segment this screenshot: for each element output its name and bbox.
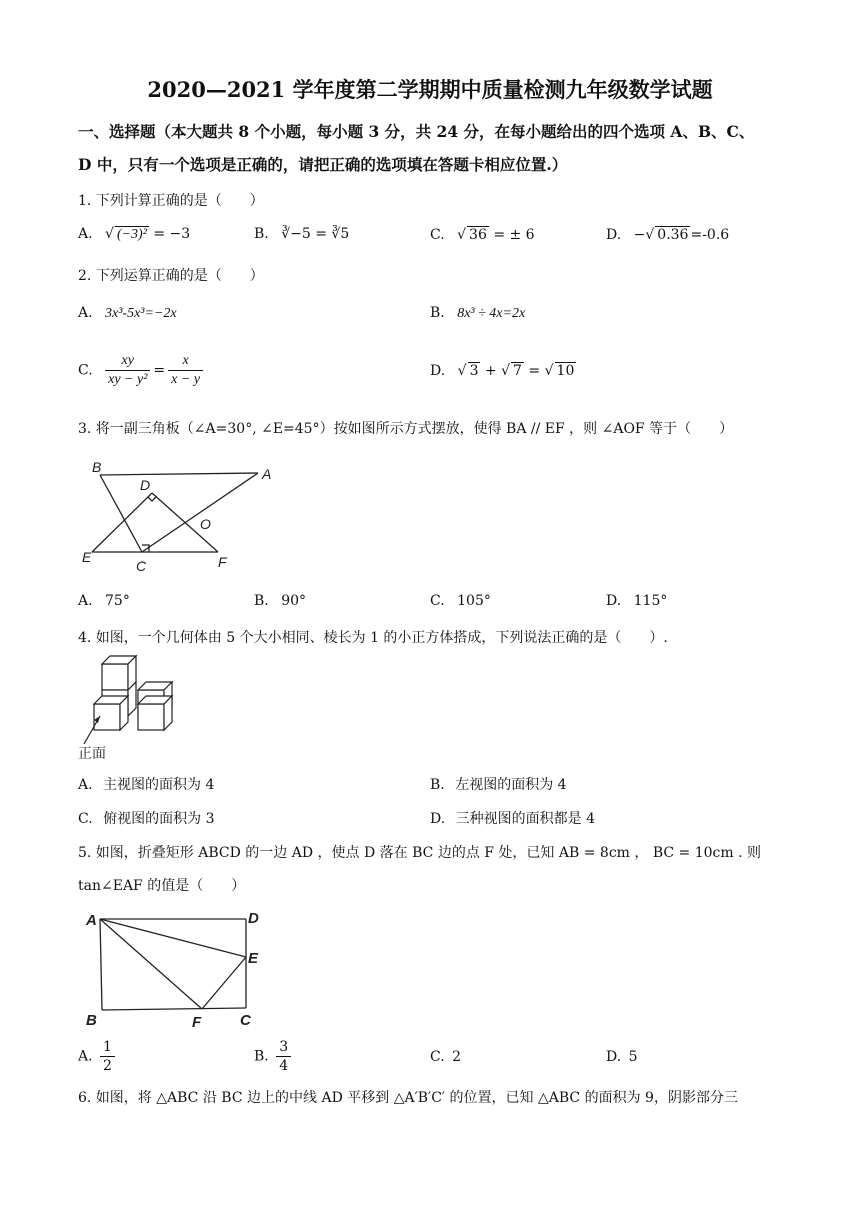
question-3-option-b: [254, 593, 306, 609]
fraction-right: [168, 352, 203, 389]
plus-sign: +: [480, 363, 502, 379]
label-a: A: [262, 466, 272, 482]
question-4-stem: 4. 如图，一个几何体由 5 个大小相同、棱长为 1 的小正方体搭成，下列说法正确的是（ ）.: [78, 630, 668, 646]
option-text: 5: [628, 1049, 638, 1065]
question-3-option-a: [78, 593, 130, 609]
question-3-option-c: [430, 593, 491, 609]
option-label: B.: [430, 305, 445, 321]
page-title: 2020—2021 学年度第二学期期中质量检测九年级数学试题: [147, 77, 713, 102]
question-5-option-d: [606, 1049, 638, 1065]
question-2-option-c: [78, 352, 206, 389]
option-label: B.: [430, 777, 445, 793]
option-label: D.: [430, 811, 446, 827]
cube-face: [138, 704, 164, 730]
numerator: 3: [276, 1038, 291, 1057]
label-a: A: [86, 912, 97, 929]
option-text: 主视图的面积为 4: [103, 777, 215, 793]
question-4-option-a: [78, 774, 214, 794]
equals-sign: =: [523, 363, 545, 379]
segment-bc: [102, 1008, 246, 1010]
question-3-option-d: [606, 593, 667, 609]
option-rest: = −3: [148, 226, 191, 242]
label-c: C: [240, 1012, 251, 1029]
option-label: C.: [430, 593, 445, 609]
cube-face: [94, 704, 120, 730]
option-label: B.: [254, 1048, 269, 1065]
option-prefix: −: [633, 227, 646, 243]
radicand: 7: [513, 363, 522, 379]
segment-ac: [142, 473, 258, 552]
question-5-option-b: [254, 1038, 294, 1075]
label-e: E: [82, 549, 92, 565]
segment-ab: [100, 919, 102, 1010]
question-1-option-d: D. −√ 0.36 =-0.6: [606, 227, 730, 243]
option-text: 90°: [281, 593, 307, 609]
label-d: D: [140, 477, 151, 493]
question-5-stem-line-2: tan∠EAF 的值是（ ）: [78, 878, 246, 894]
question-1-option-c: C. √ 36 = ± 6: [430, 227, 535, 243]
label-f: F: [192, 1014, 202, 1031]
option-label: D.: [430, 363, 446, 379]
option-label: B.: [254, 593, 269, 609]
numerator: 1: [100, 1038, 115, 1057]
question-3-stem: 3. 将一副三角板（∠A=30°, ∠E=45°）按如图所示方式摆放，使得 BA // EF ，则 ∠AOF 等于（ ）: [78, 421, 734, 437]
option-label: C.: [78, 811, 93, 827]
denominator: 2: [103, 1058, 112, 1074]
option-text: 左视图的面积为 4: [455, 777, 567, 793]
denominator: x − y: [171, 372, 201, 387]
option-label: D.: [606, 227, 622, 243]
option-label: A.: [78, 305, 93, 321]
question-5-stem-line-1: 5. 如图，折叠矩形 ABCD 的一边 AD ，使点 D 落在 BC 边的点 F 处，已知 AB = 8cm ， BC = 10cm . 则: [78, 845, 762, 861]
question-5-figure: [80, 905, 275, 1035]
question-1-option-b: [254, 226, 349, 242]
option-label: C.: [430, 227, 445, 243]
radicand: (−3)²: [116, 227, 147, 242]
question-1-option-a: A. √ (−3)² = −3: [78, 226, 191, 242]
question-2-option-b: [430, 305, 525, 322]
radicand: 0.36: [657, 227, 689, 243]
label-d: D: [248, 910, 259, 927]
option-label: C.: [430, 1049, 445, 1065]
option-text: 3x³-5x³=−2x: [105, 306, 177, 321]
option-text: 三种视图的面积都是 4: [455, 811, 595, 827]
question-4-cube-figure: [76, 652, 186, 762]
question-2-option-d: D. √ 3 + √ 7 = √ 10: [430, 363, 575, 379]
option-text: 105°: [457, 593, 491, 609]
numerator: xy: [105, 352, 150, 371]
section-header-line-1: 一、选择题（本大题共 8 个小题，每小题 3 分，共 24 分，在每小题给出的四个选项 A、B、C、: [78, 122, 755, 141]
question-1-stem: 1. 下列计算正确的是（ ）: [78, 193, 264, 209]
numerator: x: [168, 352, 203, 371]
denominator: 4: [279, 1058, 289, 1074]
fraction-left: [105, 352, 150, 389]
question-4-option-d: [430, 808, 595, 828]
question-4-option-c: [78, 808, 214, 828]
option-text: 8x³ ÷ 4x=2x: [457, 306, 526, 321]
option-text: 115°: [633, 593, 668, 609]
question-6-stem: 6. 如图，将 △ABC 沿 BC 边上的中线 AD 平移到 △A′B′C′ 的位置，已知 △ABC 的面积为 9，阴影部分三: [78, 1090, 738, 1106]
option-text: 2: [452, 1049, 462, 1065]
option-label: A.: [78, 1048, 93, 1065]
label-b: B: [92, 459, 102, 475]
question-2-option-a: [78, 305, 177, 322]
question-5-option-c: [430, 1049, 461, 1065]
fraction: [100, 1038, 115, 1075]
segment-ed: [92, 493, 152, 552]
option-text: 75°: [105, 593, 130, 609]
option-rest: = ± 6: [488, 227, 535, 243]
radicand: 36: [469, 227, 487, 243]
option-label: C.: [78, 362, 93, 379]
cube-face: [102, 664, 128, 690]
option-label: D.: [606, 593, 622, 609]
denominator: xy − y²: [108, 372, 148, 387]
radicand: 3: [469, 363, 479, 379]
segment-bc: [100, 475, 142, 552]
equals-sign: =: [153, 362, 166, 379]
question-5-option-a: [78, 1038, 118, 1075]
section-header-line-2: D 中，只有一个选项是正确的，请把正确的选项填在答题卡相应位置.）: [78, 155, 568, 174]
right-angle-mark-d: [148, 497, 156, 501]
option-label: B.: [254, 226, 269, 242]
option-label: A.: [78, 226, 93, 242]
segment-fe: [202, 957, 246, 1009]
label-c: C: [136, 558, 147, 574]
option-label: A.: [78, 593, 93, 609]
segment-ba: [100, 473, 258, 475]
label-o: O: [200, 516, 211, 532]
option-label: D.: [606, 1049, 622, 1065]
radicand: 10: [556, 363, 575, 379]
question-4-option-b: [430, 774, 567, 794]
question-3-figure: [78, 455, 278, 580]
fraction: [276, 1038, 291, 1075]
front-label: 正面: [78, 745, 106, 761]
option-text: 俯视图的面积为 3: [103, 811, 215, 827]
label-f: F: [218, 554, 227, 570]
option-label: A.: [78, 777, 93, 793]
option-text: ∛−5 = ∛5: [281, 226, 350, 242]
label-e: E: [248, 950, 259, 967]
question-2-stem: 2. 下列运算正确的是（ ）: [78, 268, 264, 284]
option-rest: =-0.6: [690, 227, 730, 243]
label-b: B: [86, 1012, 97, 1029]
